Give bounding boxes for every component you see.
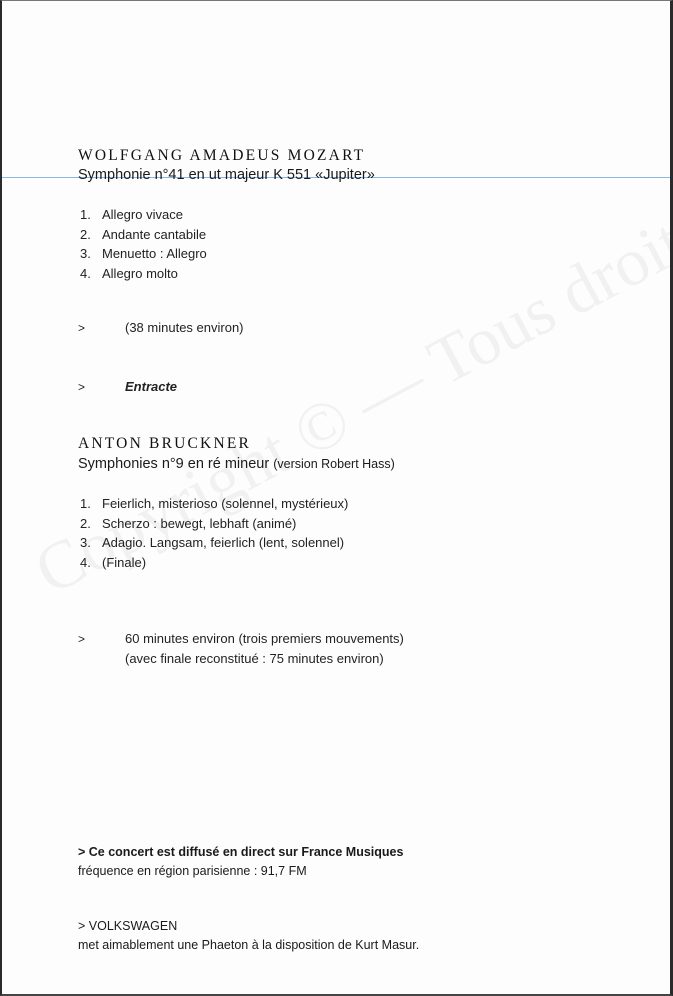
movement-item: 2. Andante cantabile: [80, 226, 207, 242]
duration-line: 60 minutes environ (trois premiers mouvements): [125, 631, 404, 646]
work-title-bruckner: [78, 456, 395, 472]
duration-line: (avec finale reconstitué : 75 minutes environ): [125, 651, 384, 666]
movement-item: 3. Adagio. Langsam, feierlich (lent, solennel): [80, 535, 345, 550]
arrow-marker: >: [78, 380, 86, 394]
arrow-marker: >: [78, 632, 86, 646]
movement-list-bruckner: [80, 494, 348, 572]
work-title-text: Symphonies n°9 en ré mineur: [78, 456, 270, 472]
duration-mozart: (38 minutes environ): [125, 320, 244, 335]
broadcast-frequency: fréquence en région parisienne : 91,7 FM: [78, 864, 307, 878]
composer-bruckner: ANTON BRUCKNER: [78, 435, 252, 452]
work-title-mozart: Symphonie n°41 en ut majeur K 551 «Jupiter»: [78, 167, 375, 183]
intermission-label: Entracte: [125, 379, 178, 394]
sponsor-headline: > VOLKSWAGEN: [78, 919, 178, 933]
movement-item: 1. Allegro vivace: [80, 207, 183, 222]
broadcast-headline: > Ce concert est diffusé en direct sur France Musiques: [78, 845, 404, 859]
movement-item: 1. Feierlich, misterioso (solennel, mystérieux): [80, 496, 349, 511]
movement-list-mozart: [80, 205, 207, 283]
broadcast-notice: [78, 843, 403, 881]
movement-item: 2. Scherzo : bewegt, lebhaft (animé): [80, 515, 297, 531]
sponsor-text: met aimablement une Phaeton à la disposition de Kurt Masur.: [78, 938, 420, 952]
duration-bruckner: [125, 629, 404, 669]
movement-item: 4. (Finale): [80, 554, 147, 570]
composer-mozart: WOLFGANG AMADEUS MOZART: [78, 147, 366, 164]
sponsor-notice: [78, 917, 419, 955]
movement-item: 3. Menuetto : Allegro: [80, 246, 207, 261]
arrow-marker: >: [78, 321, 86, 335]
work-version-note: (version Robert Hass): [273, 457, 395, 471]
movement-item: 4. Allegro molto: [80, 265, 178, 281]
